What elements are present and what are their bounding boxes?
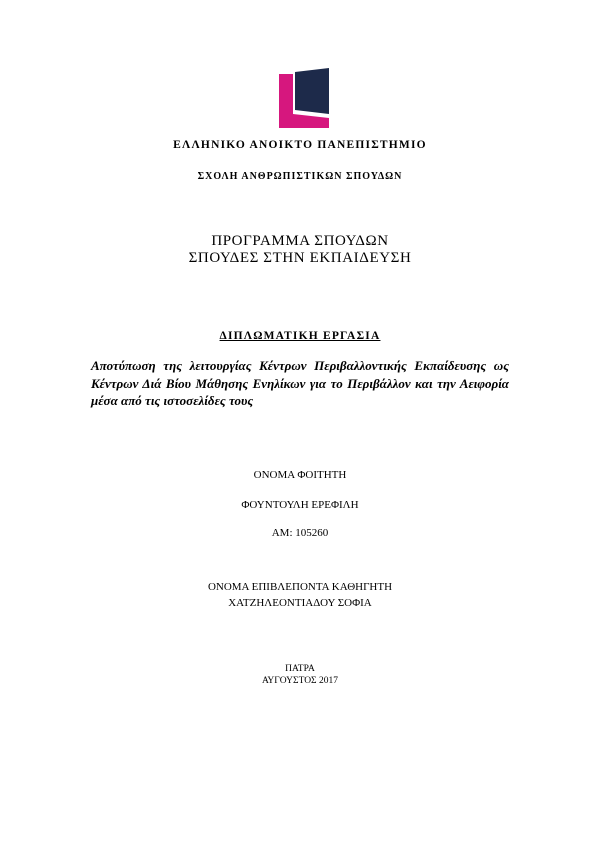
supervisor-name: ΧΑΤΖΗΛΕΟΝΤΙΑΔΟΥ ΣΟΦΙΑ [228,597,372,609]
thesis-title: Αποτύπωση της λειτουργίας Κέντρων Περιβαλλοντικής Εκπαίδευσης ως Κέντρων Διά Βίου Μάθησης Ενηλίκων για το Περιβάλλον και την Αειφορία μέσα από τις ιστοσελίδες τους [91,358,509,408]
program-subtitle: ΣΠΟΥΔΕΣ ΣΤΗΝ ΕΚΠΑΙΔΕΥΣΗ [188,250,412,266]
student-label: ΟΝΟΜΑ ΦΟΙΤΗΤΗ [253,469,347,481]
program-title: ΠΡΟΓΡΑΜΜΑ ΣΠΟΥΔΩΝ [211,233,389,249]
place: ΠΑΤΡΑ [285,664,315,674]
student-name: ΦΟΥΝΤΟΥΛΗ ΕΡΕΦΙΛΗ [241,499,359,511]
date: ΑΥΓΟΥΣΤΟΣ 2017 [262,676,338,686]
university-logo [279,68,329,128]
eap-logo-icon [279,68,329,128]
thesis-label: ΔΙΠΛΩΜΑΤΙΚΗ ΕΡΓΑΣΙΑ [219,330,381,342]
university-name: ΕΛΛΗΝΙΚΟ ΑΝΟΙΚΤΟ ΠΑΝΕΠΙΣΤΗΜΙΟ [173,139,427,151]
student-id: ΑΜ: 105260 [271,527,329,539]
school-name: ΣΧΟΛΗ ΑΝΘΡΩΠΙΣΤΙΚΩΝ ΣΠΟΥΔΩΝ [197,171,403,182]
supervisor-label: ΟΝΟΜΑ ΕΠΙΒΛΕΠΟΝΤΑ ΚΑΘΗΓΗΤΗ [207,581,393,593]
